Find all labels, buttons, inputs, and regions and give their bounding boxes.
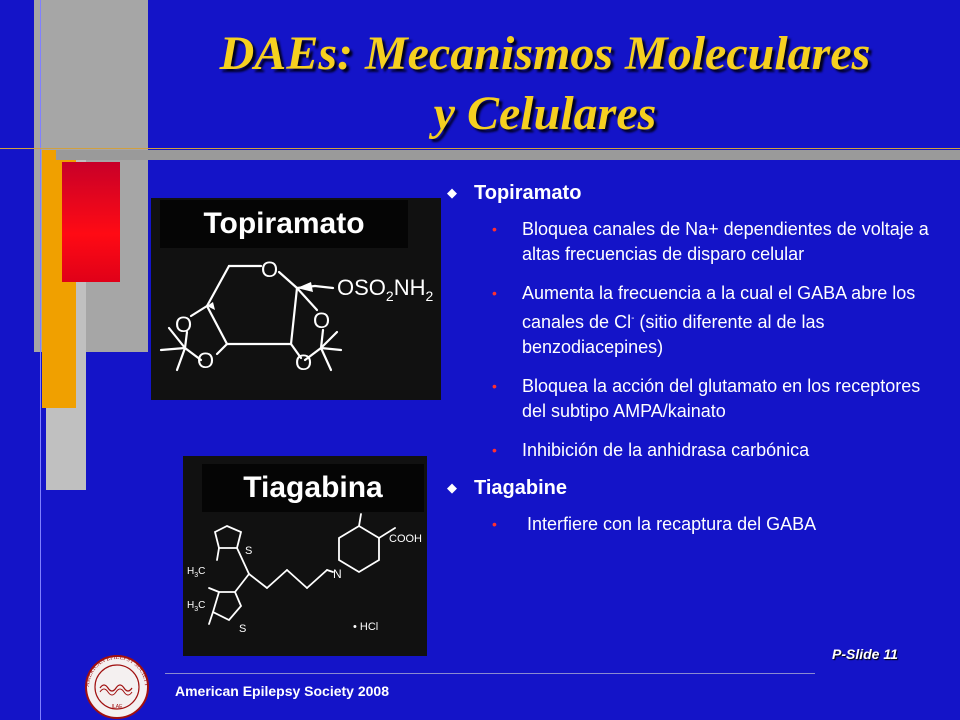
list-item xyxy=(440,281,945,360)
diamond-bullet-icon: ◆ xyxy=(447,185,457,200)
tiagabina-structure-image xyxy=(183,456,427,656)
tiagabina-label: Tiagabina xyxy=(202,464,424,512)
title-line-2: y Celulares xyxy=(433,87,657,140)
tiagabina-cooh: COOH xyxy=(389,533,422,545)
bullet-text-continued: (sitio diferente al de las benzodiacepines) xyxy=(522,312,825,357)
slide-number: P-Slide 11 xyxy=(832,646,898,662)
tiagabina-h3c-top: $H_3C$ xyxy=(187,566,206,579)
topiramato-label: Topiramato xyxy=(160,200,408,248)
heading-text: Tiagabine xyxy=(474,477,567,499)
section-heading-topiramato xyxy=(440,182,945,205)
topiramato-o-left: O xyxy=(175,312,193,337)
svg-text:AMERICAN EPILEPSY SOCIETY: AMERICAN EPILEPSY SOCIETY xyxy=(84,654,150,688)
topiramato-o-bottom-left: O xyxy=(197,348,215,373)
bullet-text: Interfiere con la recaptura del GABA xyxy=(522,514,817,534)
svg-text:ILAE: ILAE xyxy=(111,704,123,710)
decor-top-bar xyxy=(56,150,960,160)
list-item xyxy=(440,438,945,463)
topiramato-sulfamate: $OSO_2NH_2$ xyxy=(337,275,434,304)
list-item xyxy=(440,512,945,537)
tiagabina-s2: S xyxy=(239,623,247,635)
tiagabina-h3c-bottom: $H_3C$ xyxy=(187,600,206,613)
decor-red-block xyxy=(62,162,120,282)
decor-vertical-line xyxy=(40,0,41,720)
society-seal-logo xyxy=(80,654,154,720)
topiramato-o-right: O xyxy=(313,308,331,333)
bullet-dot-icon: • xyxy=(492,516,497,532)
slide-title xyxy=(150,24,940,144)
list-item xyxy=(440,374,945,424)
decor-bottom-rule xyxy=(165,673,815,674)
heading-text: Topiramato xyxy=(474,182,582,204)
bullet-text: Inhibición de la anhidrasa carbónica xyxy=(522,440,810,460)
decor-top-rule xyxy=(0,148,960,149)
tiagabina-s1: S xyxy=(245,545,253,557)
tiagabina-n: N xyxy=(333,567,342,581)
topiramato-o-bottom-right: O xyxy=(295,350,313,375)
bullet-text: Aumenta la frecuencia a la cual el GABA abre los canales de Cl xyxy=(522,283,916,332)
list-item xyxy=(440,217,945,267)
bullet-superscript: - xyxy=(631,313,635,324)
bullet-dot-icon: • xyxy=(492,221,497,237)
section-heading-tiagabine xyxy=(440,477,945,500)
topiramato-structure-image xyxy=(151,198,441,400)
bullet-dot-icon: • xyxy=(492,442,497,458)
footer-text: American Epilepsy Society 2008 xyxy=(175,683,389,699)
topiramato-ring-o: O xyxy=(261,257,279,282)
content-list xyxy=(440,182,945,551)
diamond-bullet-icon: ◆ xyxy=(447,480,457,495)
bullet-dot-icon: • xyxy=(492,378,497,394)
bullet-text: Bloquea la acción del glutamato en los receptores del subtipo AMPA/kainato xyxy=(522,376,921,421)
bullet-text: Bloquea canales de Na+ dependientes de voltaje a altas frecuencias de disparo celular xyxy=(522,219,929,264)
title-line-1: DAEs: Mecanismos Moleculares xyxy=(219,27,871,80)
tiagabina-hcl: • HCl xyxy=(353,621,379,633)
bullet-dot-icon: • xyxy=(492,285,497,301)
